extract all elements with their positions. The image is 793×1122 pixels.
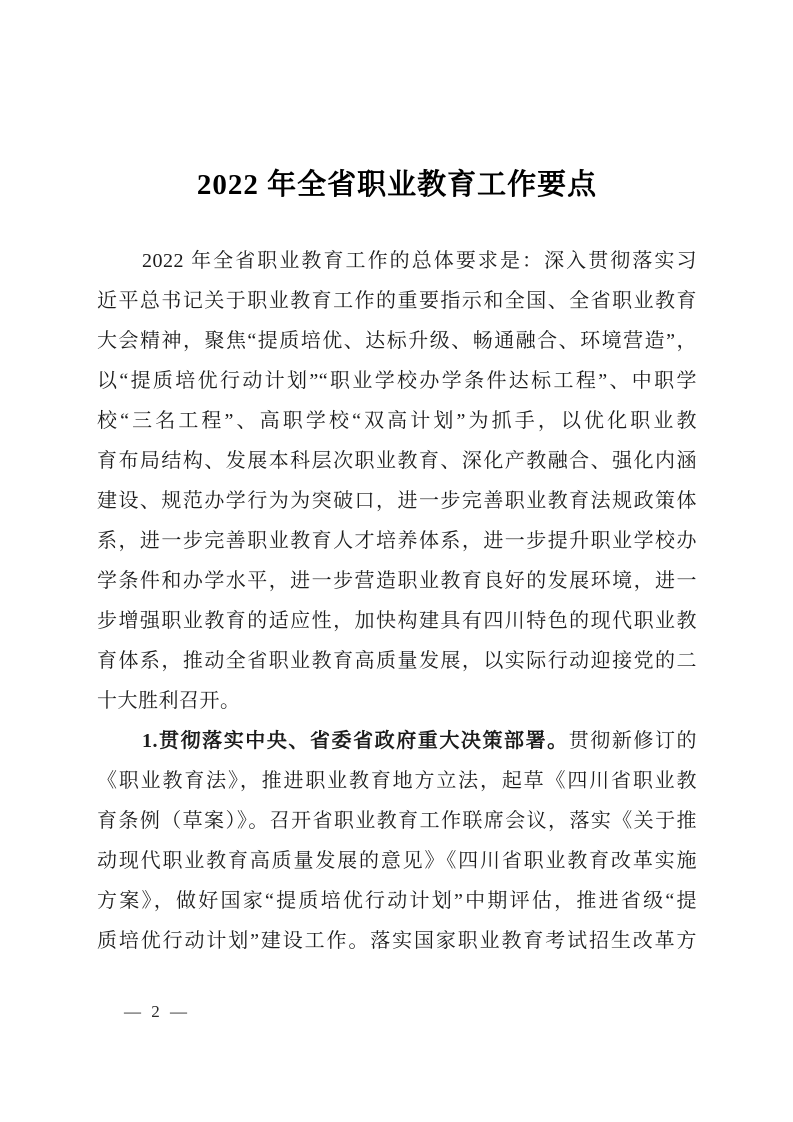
text-line bbox=[97, 721, 697, 761]
text-line: 大会精神，聚焦“提质培优、达标升级、畅通融合、环境营造”， bbox=[97, 330, 697, 352]
text-line: 近平总书记关于职业教育工作的重要指示和全国、全省职业教育 bbox=[97, 290, 697, 312]
text-line: 方案》，做好国家“提质培优行动计划”中期评估，推进省级“提 bbox=[97, 890, 697, 912]
page-number: — 2 — bbox=[124, 1002, 190, 1021]
text-line: 育条例（草案）》。召开省职业教育工作联席会议，落实《关于推 bbox=[97, 810, 697, 832]
document-title: 2022 年全省职业教育工作要点 bbox=[196, 169, 598, 201]
text-line: 育布局结构、发展本科层次职业教育、深化产教融合、强化内涵 bbox=[97, 450, 697, 472]
text-line: 《职业教育法》，推进职业教育地方立法，起草《四川省职业教 bbox=[97, 770, 697, 792]
text-line: 质培优行动计划”建设工作。落实国家职业教育考试招生改革方 bbox=[97, 930, 697, 952]
paragraph-lead: 1.贯彻落实中央、省委省政府重大决策部署。 bbox=[142, 730, 569, 752]
text-line: 以“提质培优行动计划”“职业学校办学条件达标工程”、中职学 bbox=[97, 370, 697, 392]
text-line: 动现代职业教育高质量发展的意见》《四川省职业教育改革实施 bbox=[97, 850, 697, 872]
text-line: 系，进一步完善职业教育人才培养体系，进一步提升职业学校办 bbox=[97, 530, 697, 552]
text-line: 2022 年全省职业教育工作的总体要求是：深入贯彻落实习 bbox=[142, 250, 697, 272]
paragraph-lead-rest: 贯彻新修订的 bbox=[568, 730, 697, 752]
text-line: 步增强职业教育的适应性，加快构建具有四川特色的现代职业教 bbox=[97, 610, 697, 632]
paragraph-1 bbox=[97, 241, 697, 721]
paragraph-2 bbox=[97, 721, 697, 961]
text-line: 校“三名工程”、高职学校“双高计划”为抓手，以优化职业教 bbox=[97, 410, 697, 432]
text-line: 学条件和办学水平，进一步营造职业教育良好的发展环境，进一 bbox=[97, 570, 697, 592]
text-line: 十大胜利召开。 bbox=[97, 690, 241, 712]
document-body bbox=[97, 241, 697, 961]
text-line: 育体系，推动全省职业教育高质量发展，以实际行动迎接党的二 bbox=[97, 650, 697, 672]
text-line: 建设、规范办学行为为突破口，进一步完善职业教育法规政策体 bbox=[97, 490, 697, 512]
